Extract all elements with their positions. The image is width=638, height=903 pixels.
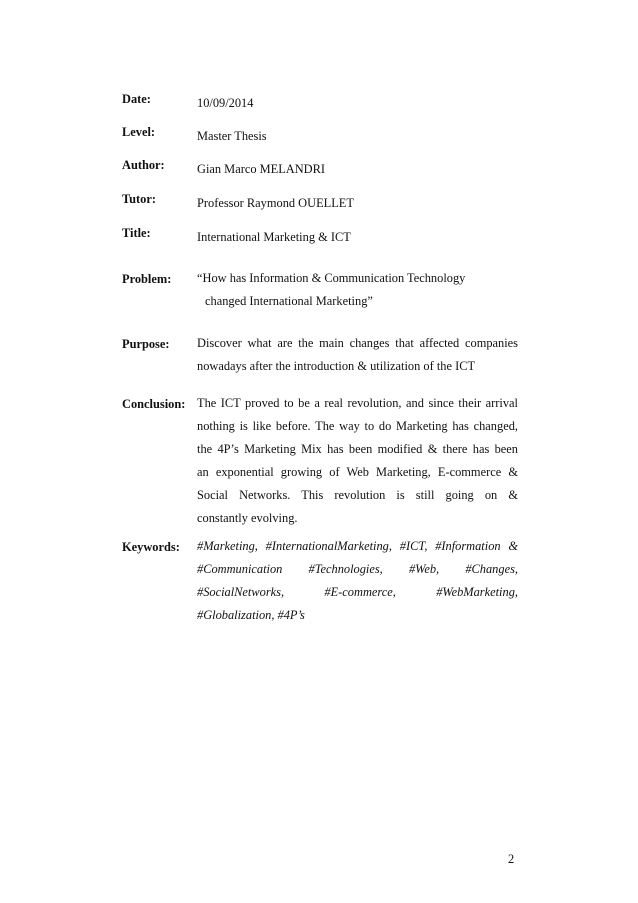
date-label: Date:	[122, 92, 151, 106]
conclusion-label: Conclusion:	[122, 397, 186, 411]
title-value: International Marketing & ICT	[197, 230, 351, 244]
date-value: 10/09/2014	[197, 96, 254, 110]
level-label: Level:	[122, 125, 156, 139]
page-number: 2	[508, 852, 515, 866]
keywords-line: #Globalization, #4P’s	[197, 608, 305, 622]
purpose-text	[197, 332, 518, 378]
conclusion-line: the 4P’s Marketing Mix has been modified & there has been	[197, 442, 518, 456]
tutor-value: Professor Raymond OUELLET	[197, 196, 354, 210]
keywords-line: #SocialNetworks, #E-commerce, #WebMarketing,	[197, 585, 518, 599]
purpose-label: Purpose:	[122, 337, 170, 351]
problem-text	[197, 267, 518, 313]
conclusion-line: nothing is like before. The way to do Marketing has changed,	[197, 419, 518, 433]
conclusion-line: Social Networks. This revolution is still going on &	[197, 488, 518, 502]
keywords-text	[197, 535, 518, 627]
keywords-line: #Communication #Technologies, #Web, #Changes,	[197, 562, 518, 576]
level-value: Master Thesis	[197, 129, 267, 143]
author-value: Gian Marco MELANDRI	[197, 162, 326, 176]
conclusion-line: an exponential growing of Web Marketing, E-commerce &	[197, 465, 518, 479]
title-label: Title:	[122, 226, 151, 240]
conclusion-line: The ICT proved to be a real revolution, and since their arrival	[197, 396, 518, 410]
keywords-label: Keywords:	[122, 540, 180, 554]
problem-label: Problem:	[122, 272, 172, 286]
purpose-line: Discover what are the main changes that affected companies	[197, 336, 518, 350]
conclusion-line: constantly evolving.	[197, 511, 298, 525]
author-label: Author:	[122, 158, 165, 172]
problem-line: changed International Marketing”	[205, 294, 373, 308]
problem-line: “How has Information & Communication Technology	[197, 271, 466, 285]
purpose-line: nowadays after the introduction & utilization of the ICT	[197, 359, 476, 373]
tutor-label: Tutor:	[122, 192, 156, 206]
conclusion-text	[197, 392, 518, 530]
keywords-line: #Marketing, #InternationalMarketing, #ICT, #Information &	[197, 539, 518, 553]
